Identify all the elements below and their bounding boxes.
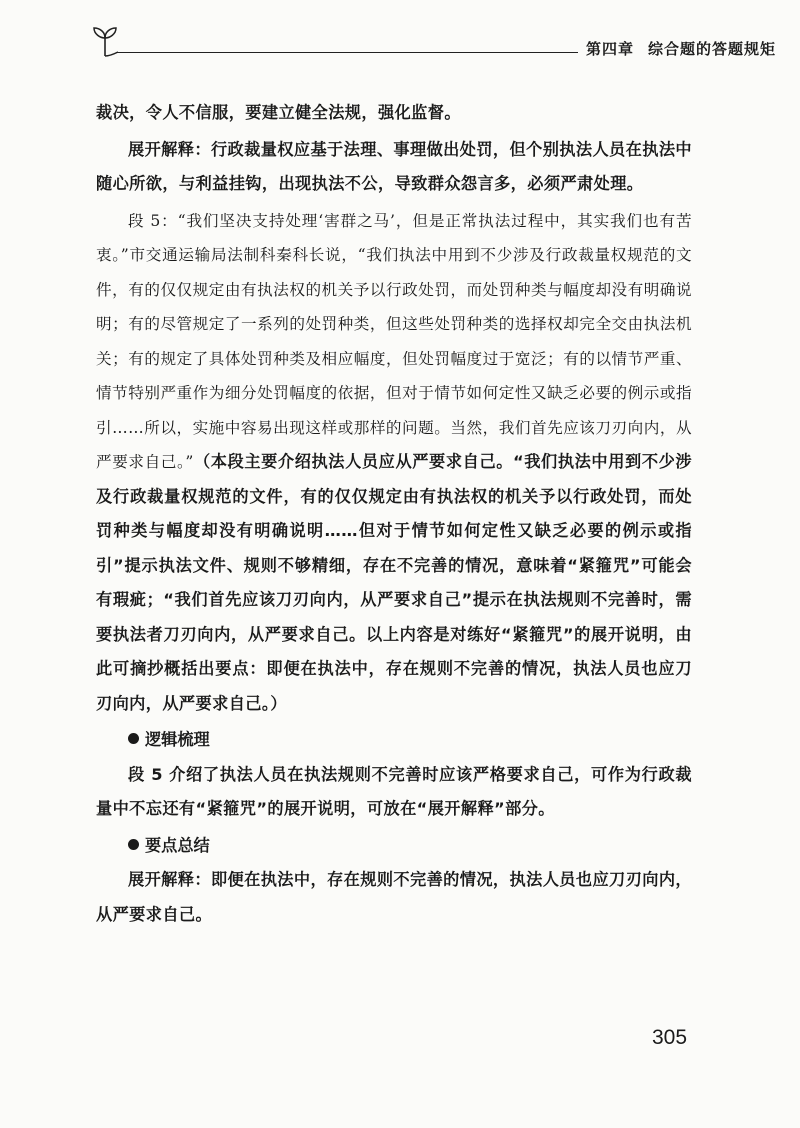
- paragraph-explanation: 展开解释：行政裁量权应基于法理、事理做出处罚，但个别执法人员在执法中随心所欲，与利益挂钩，出现执法不公，导致群众怨言多，必须严肃处理。: [96, 139, 692, 193]
- bullet-logic-label: 逻辑梳理: [145, 730, 210, 749]
- chapter-label: 第四章: [586, 40, 635, 58]
- paragraph-section-5: [96, 204, 692, 722]
- bullet-summary: [96, 829, 692, 864]
- header-rule: [116, 52, 578, 53]
- paragraph-logic: 段 5 介绍了执法人员在执法规则不完善时应该严格要求自己，可作为行政裁量中不忘还有“紧箍咒”的展开说明，可放在“展开解释”部分。: [96, 764, 692, 818]
- paragraph-continuation: 裁决，令人不信服，要建立健全法规，强化监督。: [96, 103, 461, 122]
- paragraph-summary: 展开解释：即便在执法中，存在规则不完善的情况，执法人员也应刀刃向内，从严要求自己。: [96, 870, 692, 924]
- bullet-dot-icon: [128, 733, 139, 744]
- bullet-logic: [96, 723, 692, 758]
- page-number: 305: [652, 1026, 688, 1049]
- quote-text: 段 5：“我们坚决支持处理‘害群之马’，但是正常执法过程中，其实我们也有苦衷。”市交通运输局法制科秦科长说，“我们执法中用到不少涉及行政裁量权规范的文件，有的仅仅规定由有执法权的机关予以行政处罚，而处罚种类与幅度却没有明确说明；有的尽管规定了一系列的处罚种类，但这些处罚种类的选择权却完全交由执法机关；有的规定了具体处罚种类及相应幅度，但处罚幅度过于宽泛；有的以情节严重、情节特别严重作为细分处罚幅度的依据，但对于情节如何定性又缺乏必要的例示或指引……所以，实施中容易出现这样或那样的问题。当然，我们首先应该刀刃向内，从严要求自己。”: [96, 211, 692, 471]
- page-content: [96, 96, 692, 932]
- bullet-dot-icon: [128, 839, 139, 850]
- chapter-title: 综合题的答题规矩: [648, 40, 777, 58]
- analysis-text: （本段主要介绍执法人员应从严要求自己。“我们执法中用到不少涉及行政裁量权规范的文件，有的仅仅规定由有执法权的机关予以行政处罚，而处罚种类与幅度却没有明确说明……但对于情节如何定性又缺乏必要的例示或指引”提示执法文件、规则不够精细，存在不完善的情况，意味着“紧箍咒”可能会有瑕疵；“我们首先应该刀刃向内，从严要求自己”提示在执法规则不完善时，需要执法者刀刃向内，从严要求自己。以上内容是对练好“紧箍咒”的展开说明，由此可摘抄概括出要点：即便在执法中，存在规则不完善的情况，执法人员也应刀刃向内，从严要求自己。）: [96, 452, 692, 713]
- header-title: [586, 38, 776, 59]
- running-header: [90, 22, 777, 62]
- bullet-summary-label: 要点总结: [145, 835, 210, 855]
